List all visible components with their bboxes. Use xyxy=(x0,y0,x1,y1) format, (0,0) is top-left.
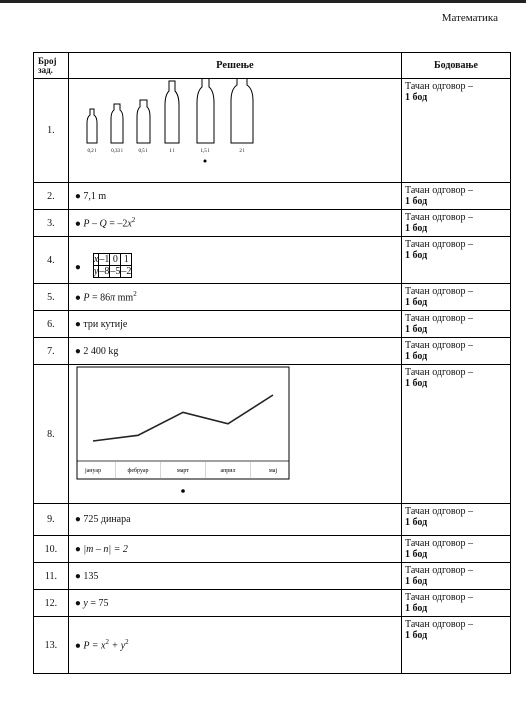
x-tick-label: мај xyxy=(268,468,277,474)
points-cell: Тачан одговор – 1 бод xyxy=(402,504,511,536)
solution-cell: ● $P - Q = -2x^2$ xyxy=(68,210,401,237)
points-cell: Тачан одговор – 1 бод xyxy=(402,536,511,563)
row-number: 5. xyxy=(34,284,69,311)
chart-frame xyxy=(77,367,289,479)
bottle-label: 0,2 l xyxy=(87,149,97,154)
solution-cell: ● |m – n| = 2 xyxy=(68,536,401,563)
value-table: x –1 0 1 y –8 –5 –2 xyxy=(93,253,132,277)
points-cell: Тачан одговор – 1 бод xyxy=(402,365,511,504)
row-number: 6. xyxy=(34,311,69,338)
table-row xyxy=(34,563,511,590)
line-chart xyxy=(75,365,297,497)
table-row xyxy=(34,79,511,183)
points-cell: Тачан одговор – 1 бод xyxy=(402,210,511,237)
x-tick-label: март xyxy=(176,468,189,474)
table-row xyxy=(34,590,511,617)
row-number: 4. xyxy=(34,237,69,284)
col-solution-header: Решење xyxy=(68,53,401,79)
bottle-0-33-icon xyxy=(111,104,123,143)
x-tick-label: април xyxy=(220,468,236,474)
solution-cell: ● 725 динара xyxy=(68,504,401,536)
solution-cell: ● $P = x^2 + y^2$ xyxy=(68,617,401,674)
bottle-label: 2 l xyxy=(239,149,245,154)
table-row xyxy=(34,210,511,237)
solution-cell: ● x –1 0 1 y –8 –5 –2 xyxy=(68,237,401,284)
table-header-row xyxy=(34,53,511,79)
solution-cell: ● y = 75 xyxy=(68,590,401,617)
bottle-label: 1 l xyxy=(169,149,175,154)
points-cell: Тачан одговор – 1 бод xyxy=(402,284,511,311)
solution-cell: ● P = 86π $mm^2$ xyxy=(68,284,401,311)
solution-cell: ● 7,1 m xyxy=(68,183,401,210)
points-cell: Тачан одговор – 1 бод xyxy=(402,79,511,183)
bottle-2-icon xyxy=(231,79,253,143)
solution-cell: ● три кутије xyxy=(68,311,401,338)
row-number: 8. xyxy=(34,365,69,504)
points-cell: Тачан одговор – 1 бод xyxy=(402,590,511,617)
table-row xyxy=(34,365,511,504)
table-row xyxy=(34,237,511,284)
col-points-header: Бодовање xyxy=(402,53,511,79)
table-row xyxy=(34,338,511,365)
series-line xyxy=(93,395,273,441)
table-row xyxy=(34,311,511,338)
row-number: 9. xyxy=(34,504,69,536)
answer-dot xyxy=(181,489,185,493)
row-number: 2. xyxy=(34,183,69,210)
points-cell: Тачан одговор – 1 бод xyxy=(402,338,511,365)
row-number: 12. xyxy=(34,590,69,617)
subject-title: Математика xyxy=(441,12,498,24)
points-cell: Тачан одговор – 1 бод xyxy=(402,311,511,338)
bottle-1-5-icon xyxy=(197,79,214,143)
bottle-1-icon xyxy=(165,81,179,143)
x-tick-label: фебруар xyxy=(127,468,149,474)
top-rule xyxy=(0,0,526,3)
points-cell: Тачан одговор – 1 бод xyxy=(402,183,511,210)
bottle-0-2-icon xyxy=(87,109,97,143)
answer-key-table xyxy=(33,52,511,674)
points-cell: Тачан одговор – 1 бод xyxy=(402,563,511,590)
solution-cell xyxy=(68,365,401,504)
answer-dot xyxy=(203,160,206,163)
table-row xyxy=(34,504,511,536)
table-row xyxy=(34,536,511,563)
bottle-label: 0,33 l xyxy=(111,149,123,154)
row-number: 11. xyxy=(34,563,69,590)
bottle-0-5-icon xyxy=(137,100,150,143)
bottle-label: 0,5 l xyxy=(138,149,148,154)
points-cell: Тачан одговор – 1 бод xyxy=(402,617,511,674)
row-number: 10. xyxy=(34,536,69,563)
row-number: 7. xyxy=(34,338,69,365)
solution-cell: ● 135 xyxy=(68,563,401,590)
points-cell: Тачан одговор – 1 бод xyxy=(402,237,511,284)
solution-cell xyxy=(68,79,401,183)
bottle-label: 1,5 l xyxy=(200,149,210,154)
row-number: 3. xyxy=(34,210,69,237)
col-number-header: Број зад. xyxy=(34,53,69,79)
table-row xyxy=(34,617,511,674)
row-number: 13. xyxy=(34,617,69,674)
x-tick-label: јануар xyxy=(84,468,101,474)
solution-cell: ● 2 400 kg xyxy=(68,338,401,365)
row-number: 1. xyxy=(34,79,69,183)
table-row xyxy=(34,183,511,210)
table-row xyxy=(34,284,511,311)
bottles-figure xyxy=(75,79,275,179)
